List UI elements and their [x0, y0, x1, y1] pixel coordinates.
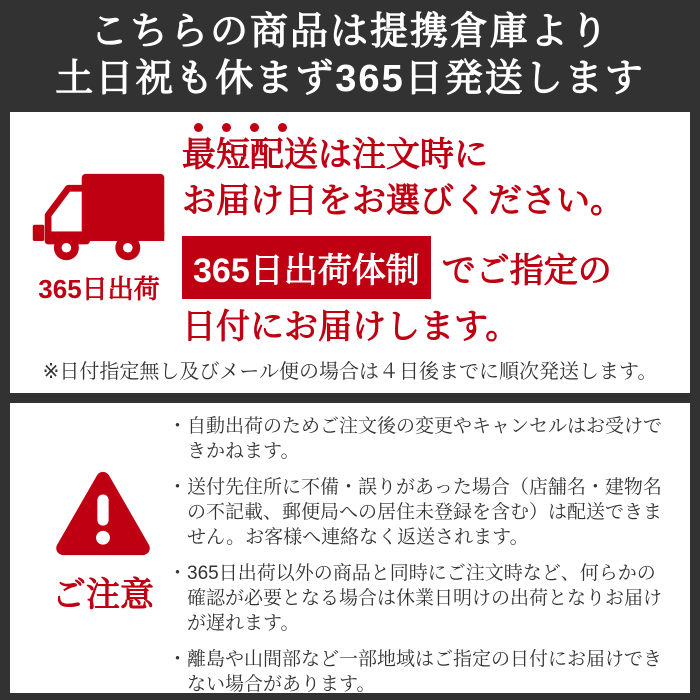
highlight-box: 365日出荷体制: [182, 236, 431, 299]
shipping-note: ※日付指定無し及びメール便の場合は４日後までに順次発送します。: [42, 361, 658, 383]
caution-column: [38, 465, 168, 616]
highlight-row: [182, 236, 624, 299]
emphasis-dots-icon: [182, 122, 624, 132]
warning-triangle-icon: [51, 465, 155, 562]
shipping-headline-line3: 日付にお届けします。: [182, 308, 520, 346]
delivery-truck-icon: [31, 170, 167, 266]
shipping-panel: [10, 112, 690, 393]
top-banner: [0, 0, 700, 112]
emphasis-dot: [278, 123, 287, 132]
emphasis-dot: [194, 123, 203, 132]
truck-column: [24, 170, 174, 306]
top-banner-line2: 土日祝も休まず365日発送します: [55, 58, 645, 100]
shipping-headline-line2: お届け日をお選びください。: [182, 182, 624, 220]
caution-panel: [10, 403, 690, 693]
emphasis-dot: [250, 123, 259, 132]
caution-item: ・ 365日出荷以外の商品と同時にご注文時など、何らかの確認が必要となる場合は休業日明けの出荷となりお届けが遅れます。: [168, 561, 673, 636]
truck-label: 365日出荷: [38, 274, 160, 304]
caution-label: ご注意: [52, 576, 154, 614]
highlight-after-text: でご指定の: [441, 252, 612, 290]
emphasis-dot: [222, 123, 231, 132]
caution-item: ・ 送付先住所に不備・誤りがあった場合（店舗名・建物名の不記載、郵便局への居住未登録を含む）は配送できません。お客様へ連絡なく返送されます。: [168, 475, 673, 550]
caution-item: ・ 自動出荷のためご注文後の変更やキャンセルはお受けできかねます。: [168, 414, 673, 464]
caution-list: [168, 414, 673, 700]
shipping-text-column: [182, 122, 624, 350]
top-banner-line1: こちらの商品は提携倉庫より: [89, 11, 610, 53]
caution-item: ・ 離島や山間部など一部地域はご指定の日付にお届けできない場合があります。: [168, 647, 673, 697]
shipping-headline-line1: 最短配送は注文時に: [182, 136, 488, 174]
